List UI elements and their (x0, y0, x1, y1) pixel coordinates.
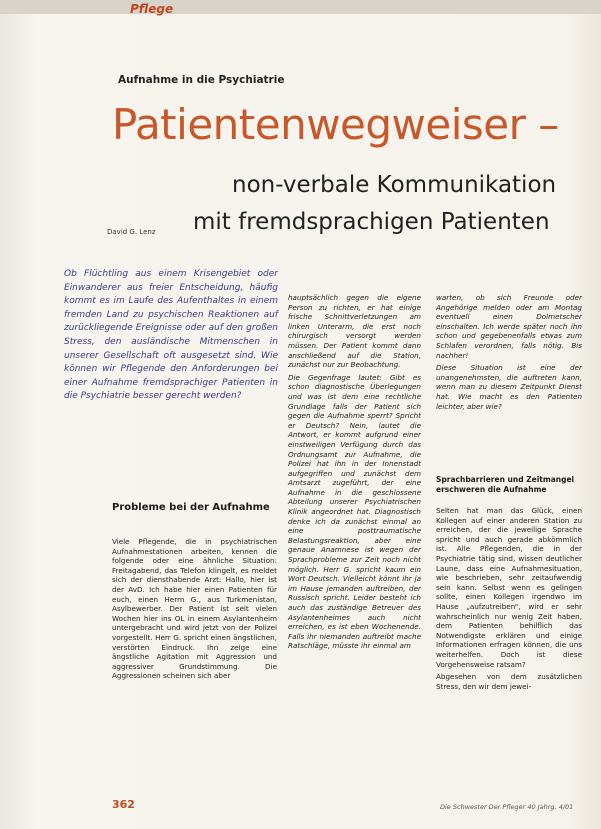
page-number: 362 (112, 798, 135, 811)
section-heading-problems: Probleme bei der Aufnahme (112, 502, 270, 513)
body-paragraph: Abgesehen von dem zusätzlichen Stress, den wir dem jewei- (436, 672, 582, 691)
section-rubric: Pflege (130, 2, 174, 16)
article-subtitle-line1: non-verbale Kommunikation (232, 172, 557, 198)
article-title: Patientenwegweiser – (112, 100, 559, 149)
section-heading-language-barriers: Sprachbarrieren und Zeitmangel erschweren die Aufnahme (436, 475, 575, 494)
body-paragraph: Diese Situation ist eine der unangenehmsten, die auftreten kann, wenn man zu diesem Zeitpunkt Dienst hat. Wie macht es den Patienten leichter, aber wie? (436, 363, 582, 411)
body-paragraph: Die Gegenfrage lautet: Gibt es schon diagnostische Überlegungen und was ist dem eine rechtliche Grundlage falls der Patient sich gegen die Aufnahme sperrt? Spricht er Deutsch? Nein, lautet die Antwort, er kommt aufgrund einer einstweiligen Verfügung durch das Ordnungsamt zur Aufnahme, die Polizei hat ihn in der Innenstadt aufgegriffen und zunächst dem Amtsarzt zugeführt, der eine Aufnahme in die geschlossene Abteilung unserer Psychiatrischen Klinik angeordnet hat. Diagnostisch denke ich da zunächst einmal an eine posttraumatische Belastungsreaktion, aber eine genaue Anamnese ist wegen der Sprachprobleme zur Zeit noch nicht möglich. Herr G. spricht kaum ein Wort Deutsch. Vielleicht könnt ihr ja im Hause jemanden auftreiben, der Russisch spricht. Leider besteht ich auch das zuständige Betreuer des Asylantenheimes auch nicht erreichen, es ist eben Wochenende. Falls ihr niemanden auftreibt mache Ratschläge, müsste ihr einmal am (288, 372, 421, 651)
article-author: David G. Lenz (107, 228, 156, 236)
body-column-3 (436, 293, 582, 414)
body-paragraph: hauptsächlich gegen die eigene Person zu richten, er hat einige frische Schnittverletzungen am linken Unterarm, die erst noch chirurgisch versorgt werden müssen. Der Patient kommt dann anschließend auf die Station, zunächst nur zur Beobachtung. (288, 293, 421, 370)
body-column-3-continued (436, 506, 582, 694)
body-paragraph: Viele Pflegende, die in psychiatrischen Aufnahmestationen arbeiten, kennen die folgende oder eine ähnliche Situation: Freitagabend, das Telefon klingelt, es meldet sich der diensthabende Arzt: Hallo, hier ist der AvD. Ich habe hier einen Patienten für euch, einen Herrn G., aus Turkmenistan, Asylbewerber. Der Patient ist seit vielen Wochen hier ins OL in einem Asylantenheim untergebracht und wird jetzt von der Polizei vorgestellt. Herr G. spricht einen ängstlichen, verstörten Eindruck. Ihn zeige eine ängstliche Agitation mit Aggression und aggressiver Grundstimmung. Die Aggressionen scheinen sich aber (112, 537, 277, 681)
body-column-2 (288, 293, 421, 654)
top-band (0, 0, 601, 14)
lead-paragraph: Ob Flüchtling aus einem Krisengebiet oder Einwanderer aus freier Entscheidung, häufig kommt es im Laufe des Aufenthaltes in einem fremden Land zu psychischen Reaktionen auf zurückliegende Ereignisse oder auf den großen Stress, den ausländische Mitmenschen in unserer Gesellschaft oft ausgesetzt sind. Wie können wir Pflegende den Anforderungen bei einer Aufnahme fremdsprachiger Patienten in die Psychiatrie besser gerecht werden? (64, 269, 278, 402)
body-paragraph: warten, ob sich Freunde oder Angehörige melden oder am Montag eventuell einen Dolmetscher einschalten. Ich werde später noch ihn schon und gegebenenfalls etwas zum Schlafen verordnen, falls nötig. Bis nachher! (436, 293, 582, 360)
body-column-1 (112, 537, 277, 684)
article-subtitle-line2: mit fremdsprachigen Patienten (193, 209, 550, 235)
journal-footer: Die Schwester Der Pfleger 40 Jahrg. 4/01 (440, 803, 574, 811)
article-kicker: Aufnahme in die Psychiatrie (118, 74, 285, 86)
body-paragraph: Selten hat man das Glück, einen Kollegen auf einer anderen Station zu erreichen, der die jeweilige Sprache spricht und auch gerade abkömmlich ist. Alle Pflegenden, die in der Psychiatrie tätig sind, wissen deutlicher Laune, dass eine Aufnahmesituation, wie beschrieben, sehr zeitaufwendig sein kann. Selbst wenn es gelingen sollte, einen Kollegen irgendwo im Hause „aufzutreiben“, wird er sehr wahrscheinlich nur wenig Zeit haben, dem Patienten behilflich das Notwendigste erklären und einige Informationen erfragen können, die uns weiterhelfen. Doch ist diese Vorgehensweise ratsam? (436, 506, 582, 669)
